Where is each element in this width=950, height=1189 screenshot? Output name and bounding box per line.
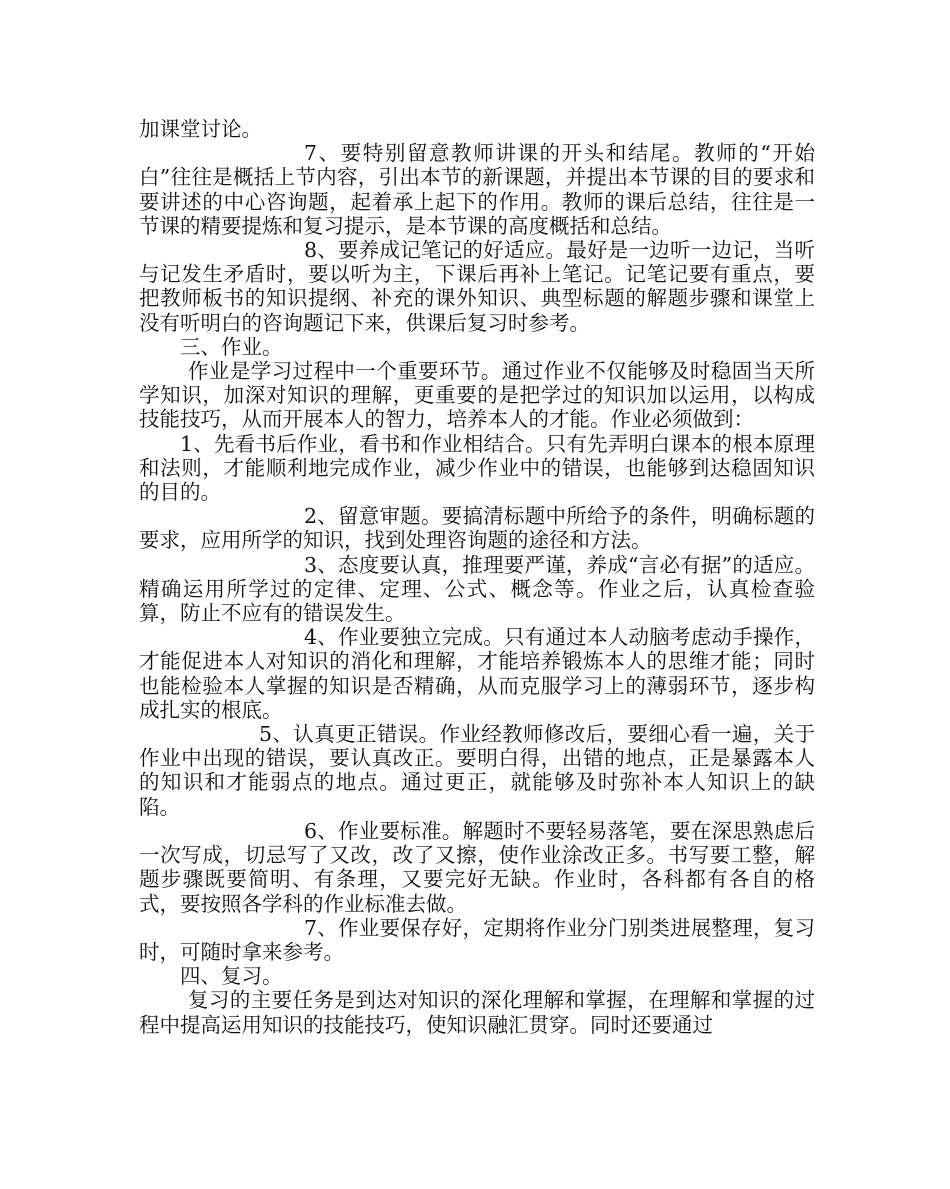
- section-heading-homework: 三、作业。: [180, 334, 283, 359]
- paragraph-homework-intro: 作业是学习过程中一个重要环节。通过作业不仅能够及时稳固当天所学知识，加深对知识的理解，更重要的是把学过的知识加以运用，以构成技能技巧，从而开展本人的智力，培养本人的才能。作业必须做到：: [139, 359, 815, 432]
- paragraph-homework-1: 1、先看书后作业，看书和作业相结合。只有先弄明白课本的根本原理和法则，才能顺利地完成作业，减少作业中的错误，也能够到达稳固知识的目的。: [139, 431, 815, 505]
- section-heading-review: 四、复习。: [180, 964, 283, 989]
- paragraph-homework-2: 2、留意审题。要搞清标题中所给予的条件，明确标题的要求，应用所学的知识，找到处理咨询题的途径和方法。: [139, 504, 815, 553]
- paragraph-continuation: 加课堂讨论。: [139, 117, 262, 141]
- paragraph-item-7-lecture: 7、要特别留意教师讲课的开头和结尾。教师的“开始白”往往是概括上节内容，引出本节的新课题，并提出本节课的目的要求和要讲述的中心咨询题，起着承上起下的作用。教师的课后总结，往往是一节课的精要提炼和复习提示，是本节课的高度概括和总结。: [139, 141, 815, 238]
- paragraph-review-intro: 复习的主要任务是到达对知识的深化理解和掌握，在理解和掌握的过程中提高运用知识的技能技巧，使知识融汇贯穿。同时还要通过: [139, 988, 815, 1037]
- paragraph-item-8-notes: 8、要养成记笔记的好适应。最好是一边听一边记，当听与记发生矛盾时，要以听为主，下课后再补上笔记。记笔记要有重点，要把教师板书的知识提纲、补充的课外知识、典型标题的解题步骤和课堂上没有听明白的咨询题记下来，供课后复习时参考。: [139, 238, 815, 335]
- paragraph-homework-4: 4、作业要独立完成。只有通过本人动脑考虑动手操作，才能促进本人对知识的消化和理解，才能培养锻炼本人的思维才能；同时也能检验本人掌握的知识是否精确，从而克服学习上的薄弱环节，逐步构成扎实的根底。: [139, 625, 815, 722]
- paragraph-homework-7: 7、作业要保存好，定期将作业分门别类进展整理，复习时，可随时拿来参考。: [139, 915, 815, 964]
- paragraph-homework-5: 5、认真更正错误。作业经教师修改后，要细心看一遍，关于作业中出现的错误，要认真改正。要明白得，出错的地点，正是暴露本人的知识和才能弱点的地点。通过更正，就能够及时弥补本人知识上的缺陷。: [139, 722, 815, 819]
- paragraph-homework-3: 3、态度要认真，推理要严谨，养成“言必有据”的适应。精确运用所学过的定律、定理、公式、概念等。作业之后，认真检查验算，防止不应有的错误发生。: [139, 552, 815, 626]
- document-body: [139, 117, 815, 1037]
- paragraph-homework-6: 6、作业要标准。解题时不要轻易落笔，要在深思熟虑后一次写成，切忌写了又改，改了又擦，使作业涂改正多。书写要工整，解题步骤既要简明、有条理，又要完好无缺。作业时，各科都有各自的格式，要按照各学科的作业标准去做。: [139, 818, 815, 916]
